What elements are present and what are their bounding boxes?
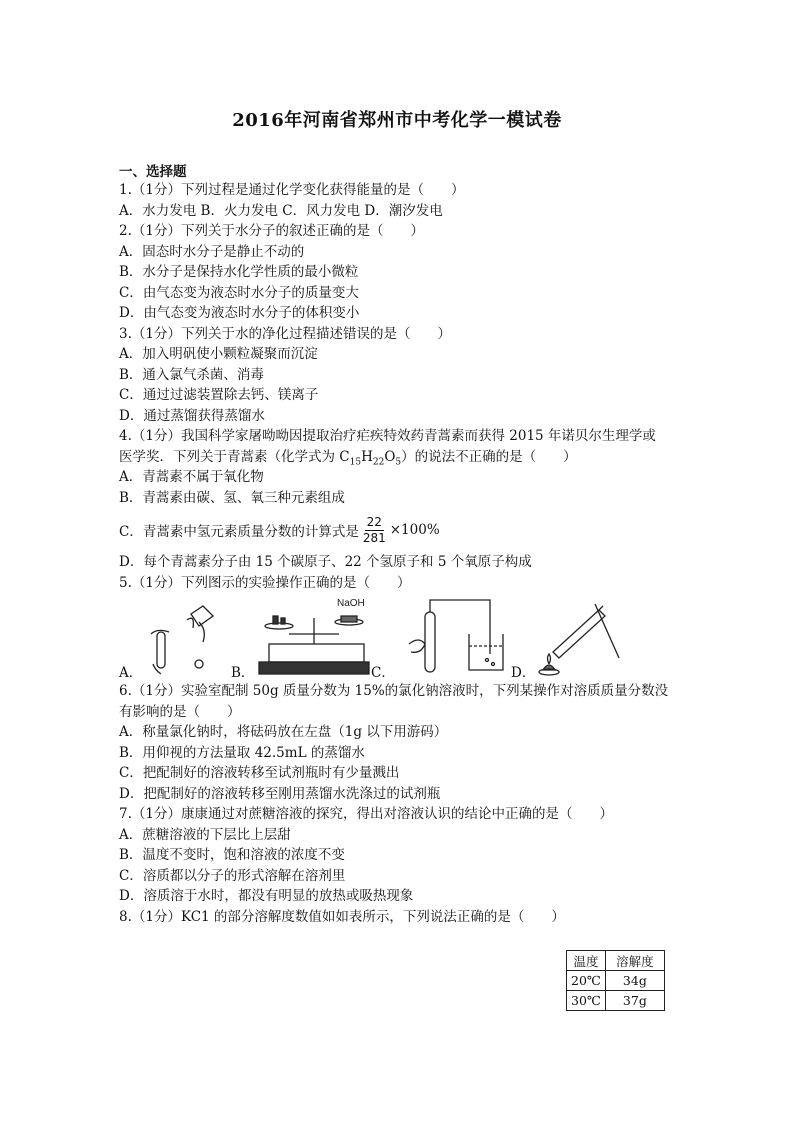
table-row bbox=[567, 991, 665, 1011]
q7-option-a: A．蔗糖溶液的下层比上层甜 bbox=[119, 826, 291, 843]
q1-stem: 1.（1分）下列过程是通过化学变化获得能量的是（ ） bbox=[119, 182, 465, 198]
q5-label-c: C． bbox=[371, 665, 395, 681]
table-cell: 34g bbox=[605, 971, 664, 991]
q6-stem: 6.（1分）实验室配制 50g 质量分数为 15%的氯化钠溶液时，下列某操作对溶质质量分数没有影响的是（ ） bbox=[119, 683, 669, 720]
q4-option-c bbox=[119, 508, 679, 552]
table-header-cell: 溶解度 bbox=[605, 951, 664, 971]
q4-option-a: A．青蒿素不属于氧化物 bbox=[119, 469, 264, 485]
q2-option-c: C．由气态变为液态时水分子的质量变大 bbox=[119, 284, 359, 301]
naoh-label: NaOH bbox=[337, 598, 365, 609]
test-tube-solid-addition-image bbox=[141, 594, 221, 679]
fraction bbox=[361, 515, 388, 546]
table-cell: 30℃ bbox=[567, 991, 606, 1011]
q4-stem-line1: 4.（1分）我国科学家屠呦呦因提取治疗疟疾特效药青蒿素而获得 2015 年诺贝尔生理学或 bbox=[119, 428, 656, 444]
section-heading: 一、选择题 bbox=[119, 164, 187, 180]
balance-scale-image bbox=[249, 594, 374, 679]
formula-o: O bbox=[384, 448, 396, 465]
q5-stem: 5.（1分）下列图示的实验操作正确的是（ ） bbox=[119, 574, 411, 591]
table-row bbox=[567, 971, 665, 991]
q3-stem: 3.（1分）下列关于水的净化过程描述错误的是（ ） bbox=[119, 325, 451, 342]
q5-figure-row bbox=[119, 593, 679, 681]
q4-stem-post: ）的说法不正确的是（ ） bbox=[401, 448, 577, 465]
fraction-numerator: 22 bbox=[366, 514, 382, 529]
fraction-denominator: 281 bbox=[362, 530, 386, 545]
q3-option-b: B．通入氯气杀菌、消毒 bbox=[119, 366, 264, 383]
table-header-cell: 温度 bbox=[567, 951, 606, 971]
q4-stem-line2 bbox=[119, 447, 679, 468]
q7-option-b: B．温度不变时，饱和溶液的浓度不变 bbox=[119, 847, 345, 863]
question-content bbox=[119, 180, 679, 927]
q7-stem: 7.（1分）康康通过对蔗糖溶液的探究，得出对溶液认识的结论中正确的是（ ） bbox=[119, 806, 613, 822]
q3-option-c: C．通过过滤装置除去钙、镁离子 bbox=[119, 387, 319, 403]
q5-label-b: B． bbox=[231, 665, 255, 681]
q6-option-c: C．把配制好的溶液转移至试剂瓶时有少量溅出 bbox=[119, 765, 400, 781]
table-cell: 20℃ bbox=[567, 971, 606, 991]
exam-title: 2016年河南省郑州市中考化学一模试卷 bbox=[232, 110, 562, 131]
q1-options: A．水力发电 B．火力发电 C．风力发电 D．潮汐发电 bbox=[119, 202, 443, 219]
q2-option-a: A．固态时水分子是静止不动的 bbox=[119, 243, 305, 260]
q4-option-b: B．青蒿素由碳、氢、氧三种元素组成 bbox=[119, 489, 345, 506]
q6-option-a: A．称量氯化钠时，将砝码放在左盘（1g 以下用游码） bbox=[119, 724, 448, 740]
table-cell: 37g bbox=[605, 991, 664, 1011]
q6-option-b: B．用仰视的方法量取 42.5mL 的蒸馏水 bbox=[119, 744, 365, 761]
formula-h: H bbox=[361, 448, 373, 465]
q7-option-d: D．溶质溶于水时，都没有明显的放热或吸热现象 bbox=[119, 888, 414, 904]
solubility-table bbox=[566, 950, 665, 1011]
q7-option-c: C．溶质都以分子的形式溶解在溶剂里 bbox=[119, 867, 346, 884]
q4-stem-pre: 医学奖．下列关于青蒿素（化学式为 C bbox=[119, 448, 350, 465]
table-header-row bbox=[567, 951, 665, 971]
q4-option-c-suffix: ×100% bbox=[389, 522, 440, 538]
q2-option-b: B．水分子是保持水化学性质的最小微粒 bbox=[119, 264, 359, 280]
formula-sub-o: 5 bbox=[395, 457, 402, 468]
q5-label-a: A． bbox=[119, 665, 143, 681]
q3-option-d: D．通过蒸馏获得蒸馏水 bbox=[119, 407, 265, 424]
q5-label-d: D． bbox=[511, 665, 536, 681]
formula-sub-c: 15 bbox=[349, 457, 362, 468]
q2-option-d: D．由气态变为液态时水分子的体积变小 bbox=[119, 305, 360, 321]
q6-option-d: D．把配制好的溶液转移至刚用蒸馏水洗涤过的试剂瓶 bbox=[119, 785, 441, 802]
gas-collection-apparatus-image bbox=[389, 594, 509, 679]
q3-option-a: A．加入明矾使小颗粒凝聚而沉淀 bbox=[119, 346, 318, 362]
q2-stem: 2.（1分）下列关于水分子的叙述正确的是（ ） bbox=[119, 223, 424, 239]
q8-stem: 8.（1分）KC1 的部分溶解度数值如如表所示，下列说法正确的是（ ） bbox=[119, 908, 565, 925]
q4-option-c-text: C．青蒿素中氢元素质量分数的计算式是 bbox=[119, 524, 359, 540]
q4-option-d: D．每个青蒿素分子由 15 个碳原子、22 个氢原子和 5 个氧原子构成 bbox=[119, 554, 532, 570]
formula-sub-h: 22 bbox=[372, 457, 385, 468]
heating-test-tube-image bbox=[529, 594, 629, 679]
